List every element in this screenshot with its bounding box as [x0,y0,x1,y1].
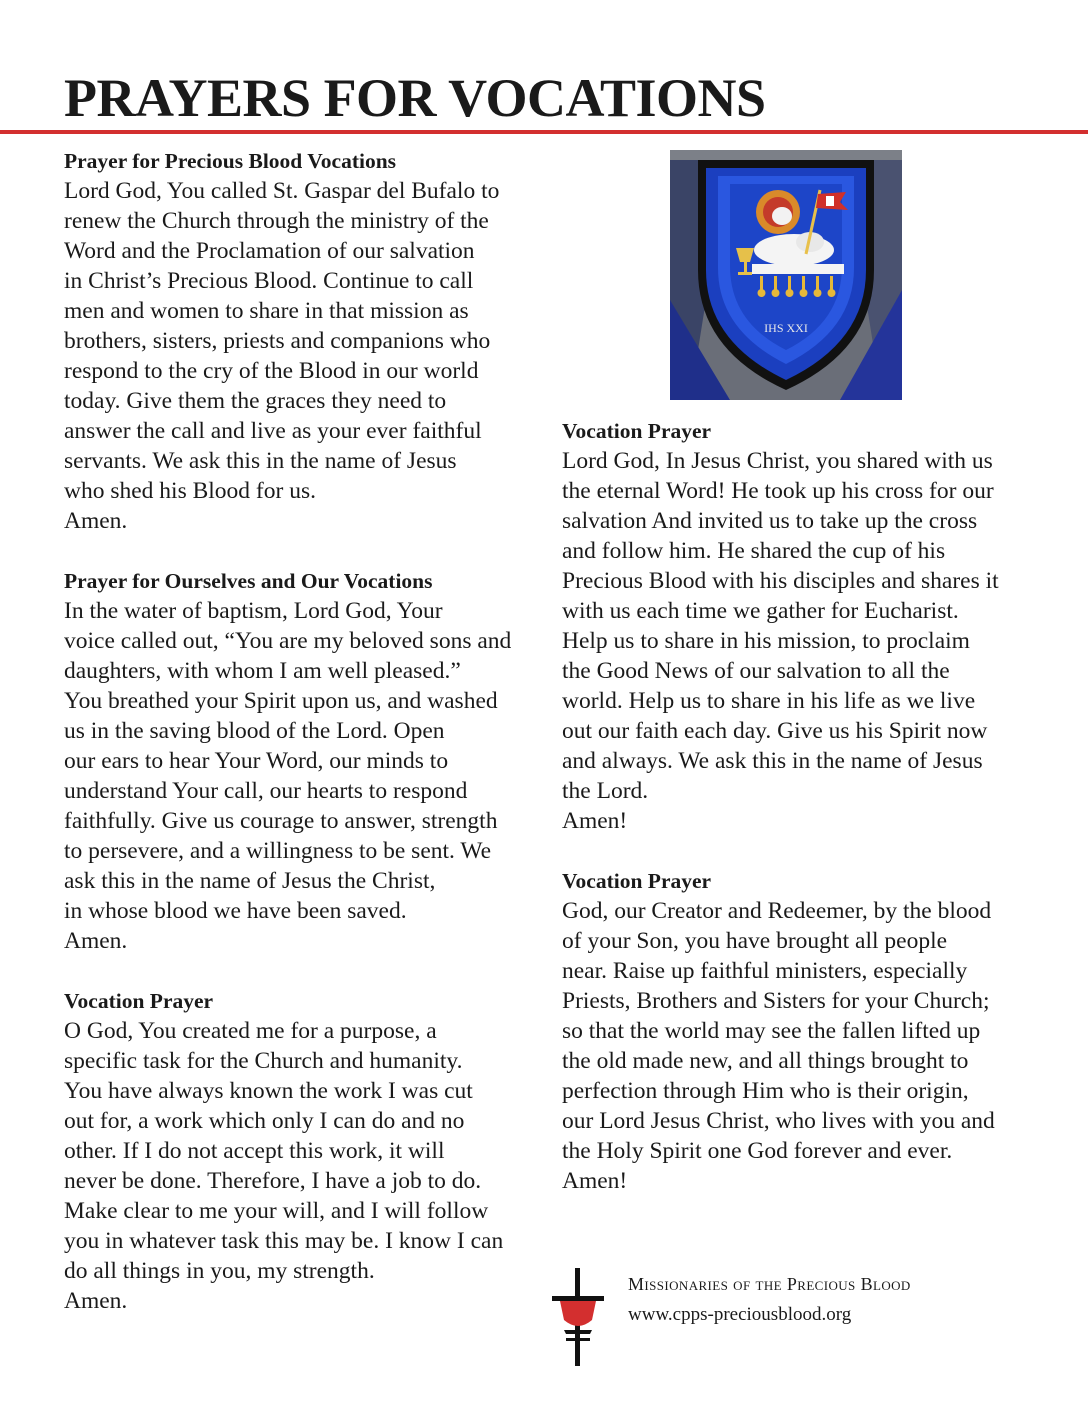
prayer-line: servants. We ask this in the name of Jesus [64,448,457,474]
prayer-line: O God, You created me for a purpose, a [64,1018,437,1044]
prayer-closing: Amen. [64,1288,128,1314]
prayer-line: Precious Blood with his disciples and shares it [562,568,999,594]
prayer-line: the Lord. [562,778,649,804]
prayer-line: today. Give them the graces they need to [64,388,447,414]
prayer-title: Vocation Prayer [562,419,712,443]
prayer-line: and follow him. He shared the cup of his [562,538,946,564]
prayer-section [64,146,544,536]
prayer-section [64,986,544,1316]
prayer-line: God, our Creator and Redeemer, by the blood [562,898,992,924]
prayer-line: and always. We ask this in the name of Jesus [562,748,983,774]
prayer-line: of your Son, you have brought all people [562,928,948,954]
prayer-line: do all things in you, my strength. [64,1258,375,1284]
prayer-line: understand Your call, our hearts to respond [64,778,468,804]
prayer-line: Word and the Proclamation of our salvation [64,238,475,264]
prayer-line: You breathed your Spirit upon us, and washed [64,688,498,714]
prayer-line: faithfully. Give us courage to answer, strength [64,808,498,834]
prayer-line: In the water of baptism, Lord God, Your [64,598,443,624]
prayer-line: men and women to share in that mission as [64,298,469,324]
prayer-line: you in whatever task this may be. I know I can [64,1228,504,1254]
prayer-line: daughters, with whom I am well pleased.” [64,658,461,684]
prayer-line: the old made new, and all things brought to [562,1048,969,1074]
prayer-line: renew the Church through the ministry of the [64,208,489,234]
cross-chalice-logo-icon [548,1268,608,1366]
prayer-line: never be done. Therefore, I have a job to do. [64,1168,482,1194]
prayer-closing: Amen! [562,1168,628,1194]
prayer-line: the eternal Word! He took up his cross for our [562,478,994,504]
prayer-line: so that the world may see the fallen lifted up [562,1018,981,1044]
prayer-title: Vocation Prayer [562,869,712,893]
prayer-closing: Amen! [562,808,628,834]
prayer-line: world. Help us to share in his life as we live [562,688,976,714]
prayer-section [64,566,544,956]
prayer-line: our Lord Jesus Christ, who lives with you and [562,1108,995,1134]
stained-glass-image [670,150,902,400]
prayer-line: out for, a work which only I can do and no [64,1108,465,1134]
prayer-line: ask this in the name of Jesus the Christ, [64,868,436,894]
prayer-line: Lord God, You called St. Gaspar del Bufalo to [64,178,500,204]
prayer-line: the Good News of our salvation to all the [562,658,950,684]
prayer-line: us in the saving blood of the Lord. Open [64,718,445,744]
prayer-line: with us each time we gather for Eucharist. [562,598,959,624]
left-column [64,146,544,1346]
prayer-body [64,596,544,926]
prayer-closing: Amen. [64,508,128,534]
prayer-line: perfection through Him who is their origin, [562,1078,969,1104]
prayer-line: You have always known the work I was cut [64,1078,473,1104]
prayer-section [562,866,1042,1196]
right-column [562,416,1042,1226]
window-inscription: IHS XXI [764,321,808,335]
prayer-line: respond to the cry of the Blood in our world [64,358,479,384]
organization-name: Missionaries of the Precious Blood [628,1274,911,1294]
organization-url[interactable]: www.cpps-preciousblood.org [628,1304,852,1325]
prayer-line: who shed his Blood for us. [64,478,316,504]
prayer-line: brothers, sisters, priests and companions who [64,328,491,354]
prayer-title: Vocation Prayer [64,989,214,1013]
prayer-line: Make clear to me your will, and I will follow [64,1198,489,1224]
prayer-section [562,416,1042,836]
prayer-body [562,446,1042,806]
prayer-line: in Christ’s Precious Blood. Continue to call [64,268,474,294]
prayer-body [64,176,544,506]
prayer-line: to persevere, and a willingness to be sent. We [64,838,492,864]
prayer-line: out our faith each day. Give us his Spirit now [562,718,988,744]
prayer-line: Help us to share in his mission, to proclaim [562,628,970,654]
page-title: PRAYERS FOR VOCATIONS [64,68,766,128]
prayer-closing: Amen. [64,928,128,954]
prayer-line: our ears to hear Your Word, our minds to [64,748,449,774]
prayer-line: the Holy Spirit one God forever and ever. [562,1138,953,1164]
prayer-body [64,1016,544,1286]
prayer-line: salvation And invited us to take up the cross [562,508,978,534]
prayer-line: other. If I do not accept this work, it will [64,1138,445,1164]
prayer-title: Prayer for Precious Blood Vocations [64,149,397,173]
prayer-body [562,896,1042,1166]
prayer-title: Prayer for Ourselves and Our Vocations [64,569,433,593]
title-divider [0,130,1088,134]
prayer-line: in whose blood we have been saved. [64,898,407,924]
prayer-line: Priests, Brothers and Sisters for your Church; [562,988,990,1014]
prayer-line: answer the call and live as your ever faithful [64,418,482,444]
prayer-line: near. Raise up faithful ministers, especially [562,958,968,984]
prayer-line: specific task for the Church and humanity. [64,1048,463,1074]
prayer-line: Lord God, In Jesus Christ, you shared with us [562,448,993,474]
prayer-line: voice called out, “You are my beloved sons and [64,628,512,654]
